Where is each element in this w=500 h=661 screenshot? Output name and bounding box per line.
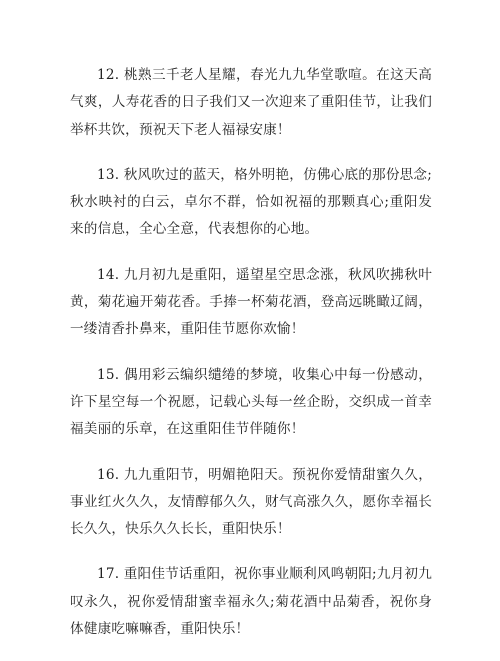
paragraph-16: 16. 九九重阳节，明媚艳阳天。预祝你爱情甜蜜久久，事业红火久久，友情醇郁久久，财气高涨久久，愿你幸福长长久久，快乐久久长长，重阳快乐！ (70, 466, 432, 538)
paragraph-13: 13. 秋风吹过的蓝天，格外明艳，仿佛心底的那份思念;秋水映衬的白云，卓尔不群，恰如祝福的那颗真心;重阳发来的信息，全心全意，代表想你的心地。 (70, 166, 432, 238)
paragraph-15: 15. 偶用彩云编织缱绻的梦境，收集心中每一份感动，许下星空每一个祝愿，记载心头每一丝企盼，交织成一首幸福美丽的乐章，在这重阳佳节伴随你！ (70, 366, 432, 438)
paragraph-14: 14. 九月初九是重阳，遥望星空思念涨，秋风吹拂秋叶黄，菊花遍开菊花香。手捧一杯菊花酒，登高远眺瞰辽阔，一缕清香扑鼻来，重阳佳节愿你欢愉！ (70, 266, 432, 338)
paragraph-17: 17. 重阳佳节话重阳，祝你事业顺利风鸣朝阳;九月初九叹永久，祝你爱情甜蜜幸福永久;菊花酒中品菊香，祝你身体健康吃嘛嘛香，重阳快乐！ (70, 566, 432, 638)
article-body (70, 62, 432, 661)
paragraph-12: 12. 桃熟三千老人星耀，春光九九华堂歌喧。在这天高气爽，人寿花香的日子我们又一次迎来了重阳佳节，让我们举杯共饮，预祝天下老人福禄安康！ (70, 67, 432, 138)
